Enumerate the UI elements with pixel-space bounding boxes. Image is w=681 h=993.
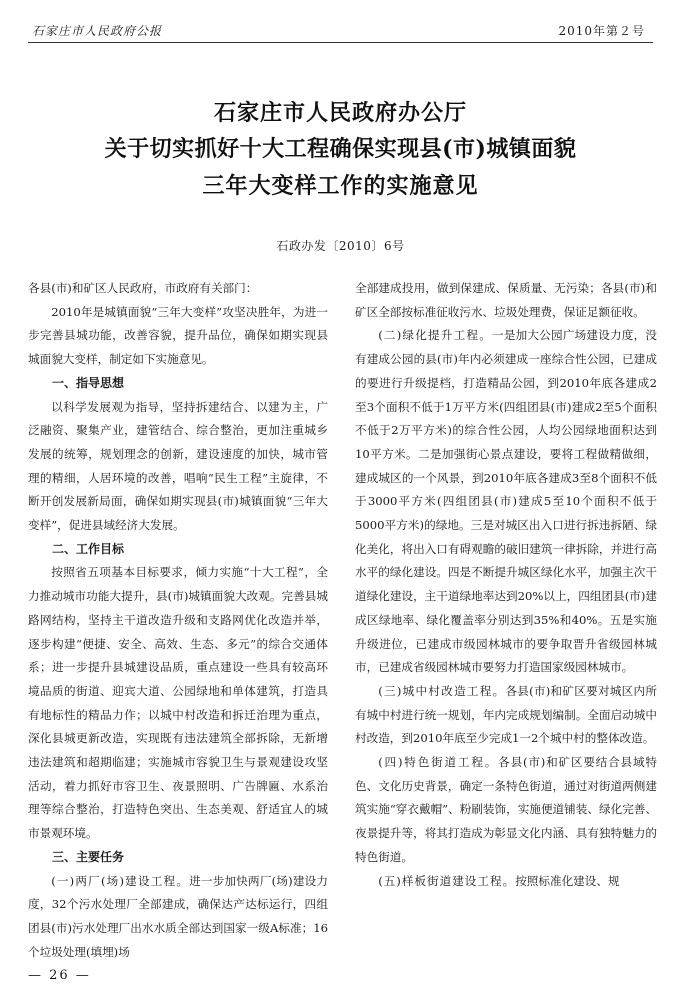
issue-number: 2010年第２号 (558, 24, 645, 38)
task-3-text: 各县(市)和矿区要对城区内所有城中村进行统一规划，年内完成规划编制。全面启动城中村改造，到2010年底至少完成1一2个城中村的整体改造。 (355, 683, 657, 746)
task-5-label: (五)样板街道建设工程。 (378, 873, 516, 888)
task-5-text: 按照标准化建设、规 (515, 873, 620, 888)
task-5-paragraph (355, 870, 657, 894)
title-line-2: 关于切实抓好十大工程确保实现县(市)城镇面貌 (104, 136, 577, 162)
document-title (0, 96, 681, 204)
title-line-3: 三年大变样工作的实施意见 (202, 173, 479, 199)
task-4-paragraph (355, 751, 657, 870)
continued-paragraph: 全部建成投用，做到保建成、保质量、无污染；各县(市)和矿区全部按标准征收污水、垃圾处理费，保证足额征收。 (355, 281, 657, 319)
task-3-label: (三)城中村改造工程。 (378, 683, 506, 698)
publication-name: 石家庄市人民政府公报 (32, 24, 163, 38)
task-1-text: 进一步加快两厂(场)建设力度，32个污水处理厂全部建成，确保达产达标运行，四组团县(市)污水处理厂出水水质全部达到国家一级A标准；16个垃圾处理(填埋)场 (28, 873, 328, 959)
document-number: 石政办发〔2010〕6号 (276, 239, 405, 253)
goals-paragraph: 按照省五项基本目标要求，倾力实施“十大工程”，全力推动城市功能大提升，县(市)城镇面貌大改观。完善县城路网结构，坚持主干道改造升级和支路网优化改造并举，逐步构建“便捷、安全、高效、生态、多元”的综合交通体系；进一步提升县城建设品质，重点建设一些具有较高环境品质的街道、迎宾大道、公园绿地和单体建筑，打造具有地标性的精品力作；以城中村改造和拆迁治理为重点，深化县城更新改造，实现既有违法建筑全部拆除，无新增违法建筑和超期临建；实施城市容貌卫生与景观建设攻坚活动，着力抓好市容卫生、夜景照明、广告牌匾、水系治理等综合整治，打造特色突出、生态美观、舒适宜人的城市景观环境。 (28, 565, 328, 841)
task-1-label: (一)两厂(场)建设工程。 (51, 873, 190, 888)
task-4-text: 各县(市)和矿区要结合县域特色、文化历史背景，确定一条特色街道，通过对街道两侧建筑实施“穿衣戴帽”、粉刷装饰，实施便道铺装、绿化完善、夜景提升等，将其打造成为彰显文化内涵、具有独特魅力的特色街道。 (355, 755, 657, 864)
right-column (355, 277, 657, 893)
page-number: — 26 — (28, 968, 91, 983)
intro-paragraph: 2010年是城镇面貌“三年大变样”攻坚决胜年，为进一步完善县城功能，改善容貌，提升品位，确保如期实现县城面貌大变样，制定如下实施意见。 (28, 304, 328, 367)
section-heading-tasks: 三、主要任务 (52, 849, 125, 864)
task-3-paragraph (355, 680, 657, 751)
section-heading-guiding: 一、指导思想 (52, 375, 125, 390)
left-column (28, 277, 328, 964)
task-2-label: (二)绿化提升工程。 (378, 328, 493, 343)
task-1-paragraph (28, 870, 328, 965)
task-2-paragraph (355, 324, 657, 680)
task-2-text: 一是加大公园广场建设力度，没有建成公园的县(市)年内必须建成一座综合性公园，已建成的要进行升级提档，打造精品公园，到2010年底各建成2至3个面积不低于1万平方米(四组团县(市)建成2至5个面积不低于2万平方米)的综合性公园，人均公园绿地面积达到10平方米。二是加强街心景点建设，要将工程做精做细，建成城区的一个风景，到2010年底各建成3至8个面积不低于3000平方米(四组团县(市)建成5至10个面积不低于5000平方米)的绿地。三是对城区出入口进行拆违拆陋、绿化美化，将出入口有碍观瞻的破旧建筑一律拆除，并进行高水平的绿化建设。四是不断提升城区绿化水平，加强主次干道绿化建设，主干道绿地率达到20%以上，四组团县(市)建成区绿地率、绿化覆盖率分别达到35%和40%。五是实施升级进位，已建成市级园林城市的要争取晋升省级园林城市，已建成省级园林城市要努力打造国家级园林城市。 (355, 328, 657, 675)
task-4-label: (四)特色街道工程。 (378, 755, 499, 770)
title-line-1: 石家庄市人民政府办公厅 (213, 100, 467, 126)
guiding-paragraph: 以科学发展观为指导，坚持拆建结合、以建为主，广泛融资、聚集产业，建管结合、综合整治，更加注重城乡发展的统筹，规划理念的创新，建设速度的加快，城市管理的精细，人居环境的改善，唱响“民生工程”主旋律，不断开创发展新局面，确保如期实现县(市)城镇面貌“三年大变样”，促进县域经济大发展。 (28, 399, 328, 533)
page-header (28, 18, 653, 43)
salutation: 各县(市)和矿区人民政府，市政府有关部门： (28, 281, 258, 295)
section-heading-goals: 二、工作目标 (52, 541, 125, 556)
